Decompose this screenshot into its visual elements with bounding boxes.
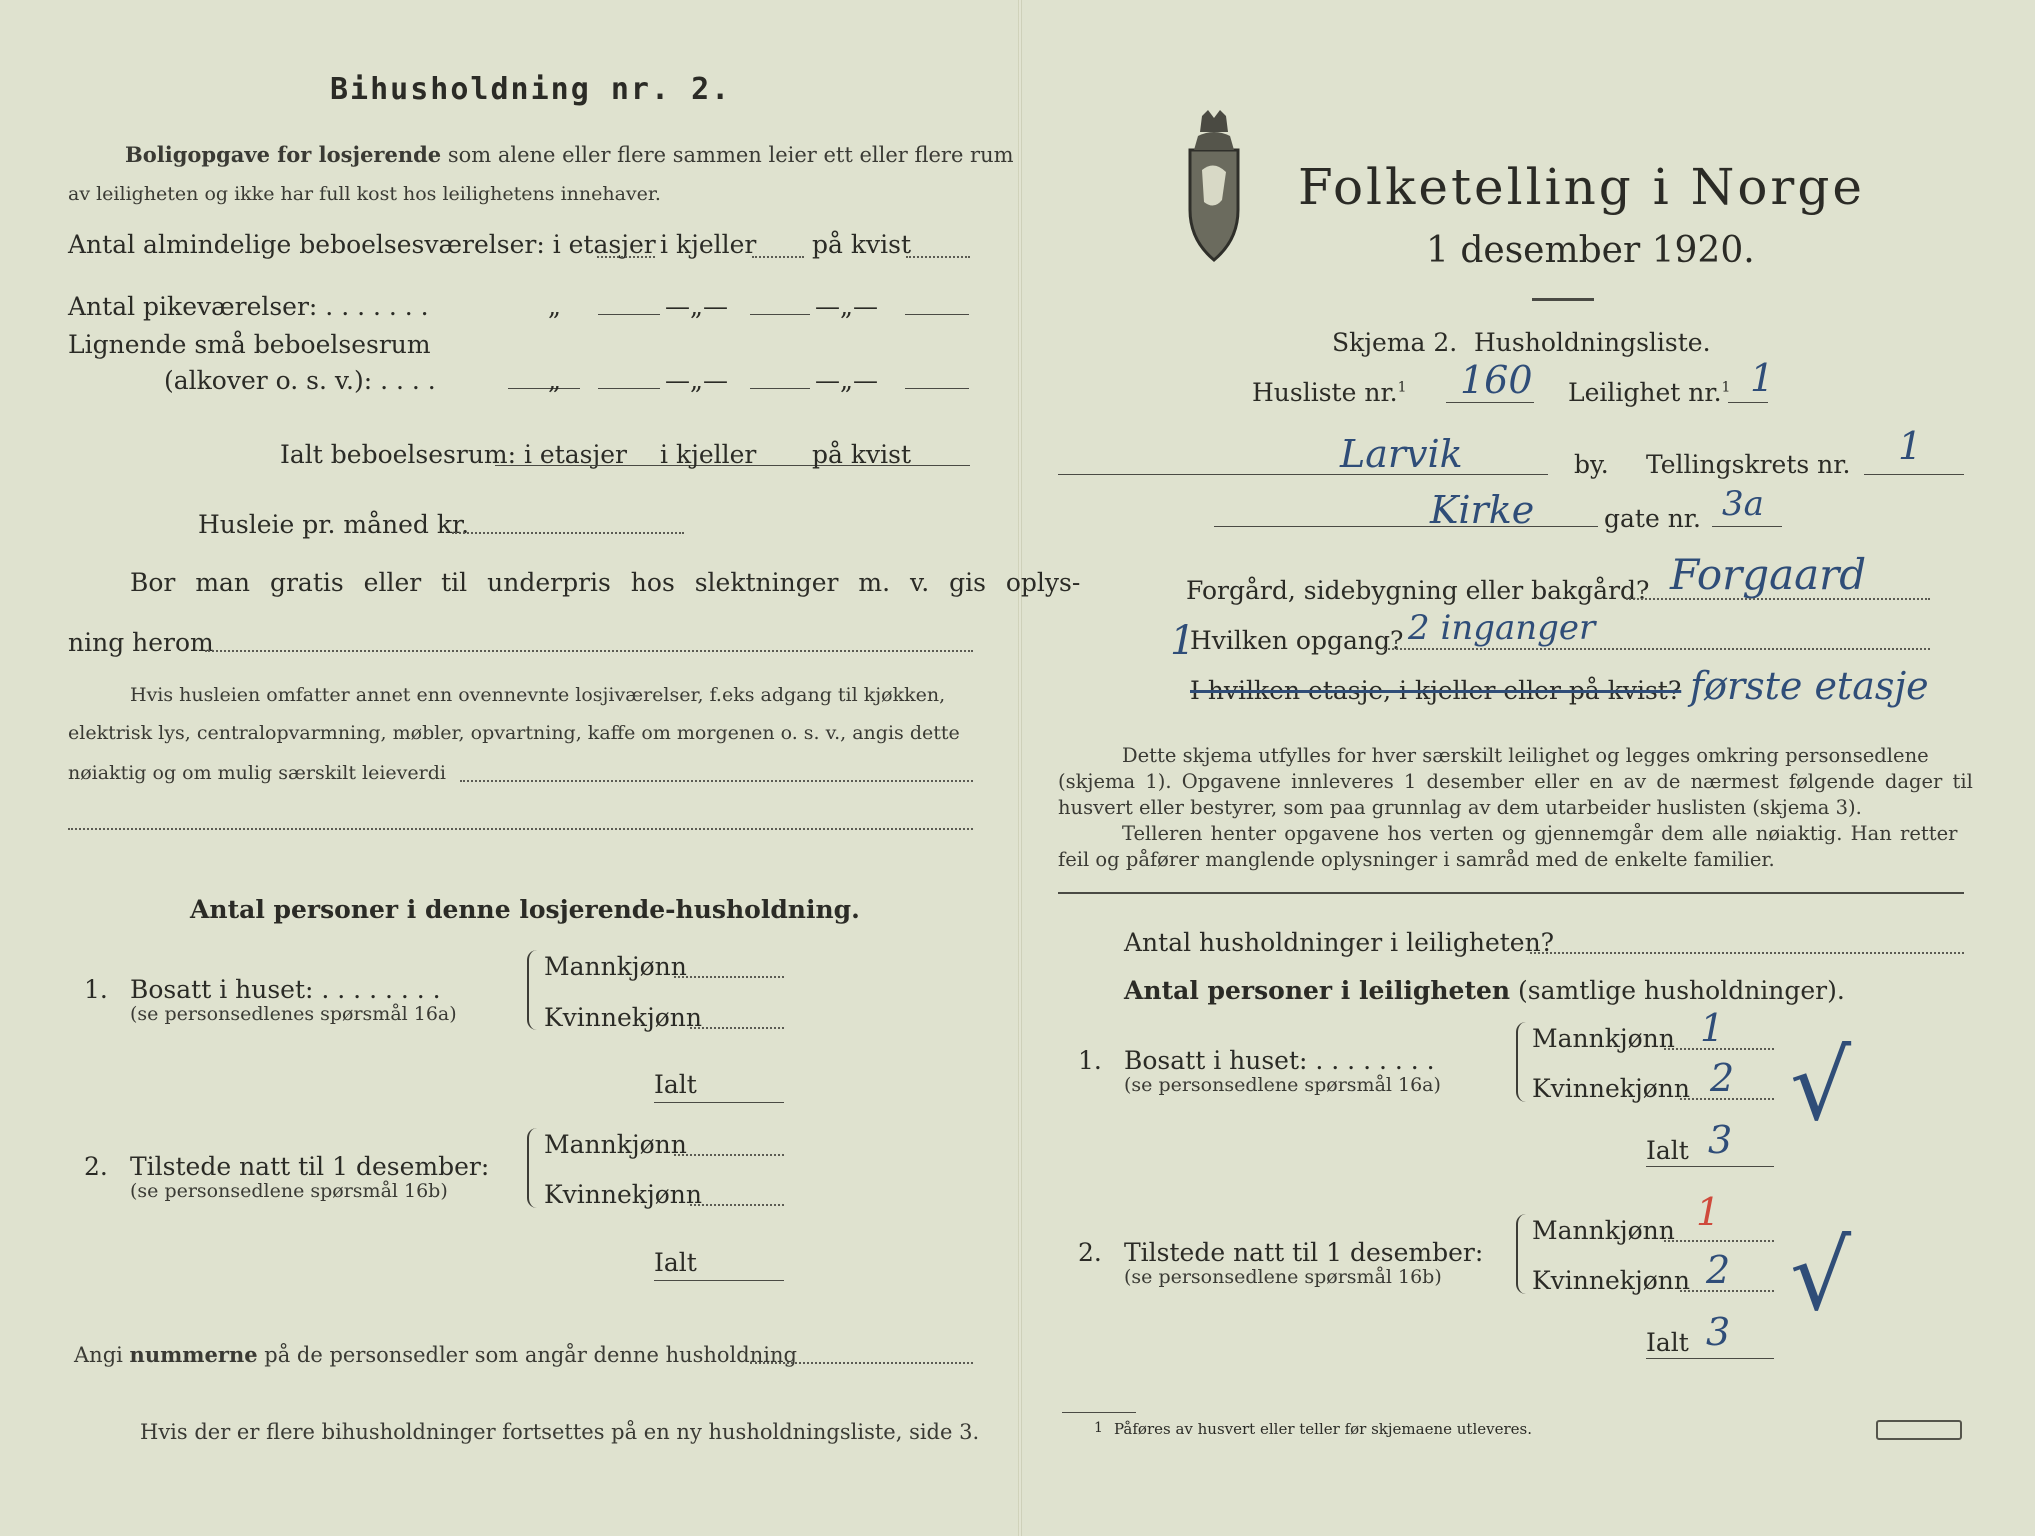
forgaard-field [1626, 598, 1930, 600]
info-line-1: Dette skjema utfylles for hver særskilt leilighet og legges omkring personsedlene [1122, 744, 1929, 767]
schema-number: Skjema 2. [1332, 328, 1458, 357]
etasje-value[interactable]: første etasje [1690, 664, 1929, 708]
left-footer: Hvis der er flere bihusholdninger fortsettes på en ny husholdningsliste, side 3. [140, 1420, 980, 1444]
footnote-text: Påføres av husvert eller teller før skjemaene utleveres. [1114, 1420, 1532, 1438]
right-q1-ialt-field [1646, 1166, 1774, 1167]
right-title: Folketelling i Norge [1298, 158, 1865, 216]
right-q1-label: Bosatt i huset: . . . . . . . . [1124, 1046, 1435, 1075]
rooms-kjeller-field[interactable] [752, 256, 804, 258]
right-q1-ialt-label: Ialt [1646, 1136, 1689, 1165]
opgang-value[interactable]: 2 inganger [1408, 608, 1596, 648]
leilighet-value[interactable]: 1 [1750, 356, 1775, 400]
town-underline [1058, 474, 1548, 475]
town-value[interactable]: Larvik [1340, 432, 1463, 476]
leilighet-label-text: Leilighet nr. [1568, 378, 1722, 407]
pike-label: Antal pikeværelser: . . . . . . . [68, 292, 429, 321]
rooms-kvist-label: på kvist [812, 230, 911, 259]
by-label: by. [1574, 450, 1609, 479]
info-line-3: husvert eller bestyrer, som paa grunnlag av dem utarbeider huslisten (skjema 3). [1058, 796, 1862, 819]
left-q2-kvinne-field[interactable] [690, 1204, 784, 1206]
etasje-label-struck: I hvilken etasje, i kjeller eller på kvist? [1190, 676, 1682, 705]
schema-title: Husholdningsliste. [1474, 328, 1711, 357]
margin-mark: 1 [1170, 618, 1196, 664]
right-q1-check-icon: √ [1790, 1030, 1852, 1142]
husliste-underline [1446, 402, 1534, 403]
left-q2-label: Tilstede natt til 1 desember: [130, 1152, 490, 1181]
rooms-kjeller-label: i kjeller [660, 230, 757, 259]
lignende-label-2: (alkover o. s. v.): . . . . [164, 366, 436, 395]
rooms-label: Antal almindelige beboelsesværelser: i etasjer [68, 230, 656, 259]
info-line-2: (skjema 1). Opgavene innleveres 1 desember eller en av de nærmest følgende dager til [1058, 770, 1973, 793]
left-q1-ialt-field[interactable] [654, 1102, 784, 1103]
rooms-kvist-field[interactable] [906, 256, 970, 258]
forgaard-value[interactable]: Forgaard [1670, 550, 1867, 599]
hh-label: Antal husholdninger i leiligheten? [1124, 928, 1555, 957]
lignende-ditto-2: —„— [665, 366, 728, 395]
left-intro-line-1 [125, 142, 1014, 167]
right-date: 1 desember 1920. [1426, 230, 1755, 271]
printer-stamp [1876, 1420, 1962, 1440]
gratis-line-2: ning herom [68, 628, 214, 657]
right-persons-bold: Antal personer i leiligheten [1124, 976, 1511, 1005]
left-title: Bihusholdning nr. 2. [330, 72, 732, 107]
pike-ditto-3: —„— [815, 292, 878, 321]
right-q1-ialt-value[interactable]: 3 [1708, 1118, 1733, 1162]
krets-underline [1864, 474, 1964, 475]
pike-kvist-field[interactable] [905, 314, 969, 315]
lignende-kjeller-field[interactable] [750, 388, 810, 389]
title-divider [1532, 298, 1594, 301]
right-q2-mann-value[interactable]: 1 [1696, 1190, 1721, 1234]
right-persons-rest: (samtlige husholdninger). [1518, 976, 1845, 1005]
right-q1-mann-field [1664, 1048, 1774, 1050]
left-q2-ialt-label: Ialt [654, 1248, 697, 1277]
left-q2-mann-label: Mannkjønn [544, 1130, 687, 1159]
left-q1-ialt-label: Ialt [654, 1070, 697, 1099]
pike-ditto: „ [548, 292, 561, 321]
right-q2-ialt-value[interactable]: 3 [1706, 1310, 1731, 1354]
numbers-bold: nummerne [129, 1342, 258, 1367]
info-line-5: feil og påfører manglende oplysninger i samråd med de enkelte familier. [1058, 848, 1775, 871]
lignende-etasjer-field[interactable] [598, 388, 660, 389]
husliste-label [1252, 378, 1407, 407]
gate-underline [1712, 526, 1782, 527]
footnote-rule [1062, 1412, 1136, 1413]
hh-field[interactable] [1530, 952, 1964, 954]
numbers-line [74, 1342, 797, 1367]
gratis-field[interactable] [205, 650, 973, 652]
left-q2-num: 2. [84, 1152, 108, 1181]
right-q1-mann-label: Mannkjønn [1532, 1024, 1675, 1053]
extra-line-3: nøiaktig og om mulig særskilt leieverdi [68, 762, 446, 784]
right-q1-num: 1. [1078, 1046, 1102, 1075]
right-q2-mann-field [1664, 1240, 1774, 1242]
right-q1-kvinne-value[interactable]: 2 [1710, 1056, 1735, 1100]
gratis-line-1: Bor man gratis eller til underpris hos slektninger m. v. gis oplys- [130, 568, 1081, 597]
numbers-post: på de personsedler som angår denne husholdning [264, 1343, 797, 1367]
page-fold [1018, 0, 1022, 1536]
leilighet-sup: 1 [1721, 379, 1731, 396]
gate-label: gate nr. [1604, 504, 1701, 533]
rent-label: Husleie pr. måned kr. [198, 510, 470, 539]
info-line-4: Telleren henter opgavene hos verten og gjennemgår dem alle nøiaktig. Han retter [1122, 822, 1958, 845]
numbers-field[interactable] [750, 1362, 973, 1364]
left-q2-kvinne-label: Kvinnekjønn [544, 1180, 702, 1209]
pike-ditto-2: —„— [665, 292, 728, 321]
right-q2-check-icon: √ [1790, 1220, 1852, 1332]
left-q2-mann-field[interactable] [674, 1154, 784, 1156]
right-q1-kvinne-label: Kvinnekjønn [1532, 1074, 1690, 1103]
left-q2-sub: (se personsedlene spørsmål 16b) [130, 1180, 448, 1202]
street-underline [1214, 526, 1598, 527]
left-q1-mann-field[interactable] [674, 976, 784, 978]
left-q1-kvinne-field[interactable] [690, 1027, 784, 1029]
section-divider [1058, 892, 1964, 894]
right-q1-kvinne-field [1680, 1098, 1774, 1100]
pike-kjeller-field[interactable] [750, 314, 810, 315]
extra-field[interactable] [460, 780, 973, 782]
rent-field[interactable] [452, 532, 684, 534]
footnote-num: 1 [1094, 1420, 1103, 1436]
left-q1-brace [527, 950, 539, 1030]
coat-of-arms-icon [1172, 110, 1256, 266]
husliste-label-text: Husliste nr. [1252, 378, 1398, 407]
extra-line-2: elektrisk lys, centralopvarmning, møbler, opvartning, kaffe om morgenen o. s. v., angis dette [68, 722, 960, 744]
right-q2-kvinne-label: Kvinnekjønn [1532, 1266, 1690, 1295]
left-q1-kvinne-label: Kvinnekjønn [544, 1003, 702, 1032]
right-persons-heading [1124, 976, 1845, 1005]
left-intro-bold: Boligopgave for losjerende [125, 142, 442, 167]
forgaard-label: Forgård, sidebygning eller bakgård? [1186, 576, 1650, 605]
left-intro-rest-1: som alene eller flere sammen leier ett eller flere rum [447, 143, 1014, 167]
right-q2-ialt-label: Ialt [1646, 1328, 1689, 1357]
numbers-pre: Angi [74, 1343, 123, 1367]
right-q1-sub: (se personsedlene spørsmål 16a) [1124, 1074, 1441, 1096]
street-value[interactable]: Kirke [1430, 488, 1535, 532]
left-q1-sub: (se personsedlenes spørsmål 16a) [130, 1003, 457, 1025]
leilighet-label [1568, 378, 1730, 407]
ialt-rooms-label: Ialt beboelsesrum: i etasjer [280, 440, 628, 469]
left-q2-ialt-field[interactable] [654, 1280, 784, 1281]
gate-value[interactable]: 3a [1722, 484, 1764, 524]
right-q1-mann-value[interactable]: 1 [1700, 1006, 1725, 1050]
right-q2-mann-label: Mannkjønn [1532, 1216, 1675, 1245]
husliste-value[interactable]: 160 [1460, 358, 1533, 402]
right-q2-kvinne-field [1680, 1290, 1774, 1292]
opgang-label: Hvilken opgang? [1190, 626, 1404, 655]
left-q2-brace [527, 1128, 539, 1208]
opgang-field [1384, 648, 1930, 650]
left-intro-line-2: av leiligheten og ikke har full kost hos leilighetens innehaver. [68, 183, 661, 205]
krets-label: Tellingskrets nr. [1646, 450, 1851, 479]
left-q1-mann-label: Mannkjønn [544, 952, 687, 981]
right-q1-brace [1516, 1022, 1528, 1102]
lignende-ditto: „ [548, 366, 561, 395]
lignende-label-1: Lignende små beboelsesrum [68, 330, 431, 359]
right-q2-kvinne-value[interactable]: 2 [1706, 1248, 1731, 1292]
lignende-kvist-field[interactable] [905, 388, 969, 389]
right-q2-label: Tilstede natt til 1 desember: [1124, 1238, 1484, 1267]
right-q2-brace [1516, 1214, 1528, 1294]
ialt-kvist-label: på kvist [812, 440, 911, 469]
extra-field-2[interactable] [68, 828, 973, 830]
husliste-sup: 1 [1397, 379, 1407, 396]
right-q2-ialt-field [1646, 1358, 1774, 1359]
right-q2-sub: (se personsedlene spørsmål 16b) [1124, 1266, 1442, 1288]
left-q1-label: Bosatt i huset: . . . . . . . . [130, 975, 441, 1004]
krets-value[interactable]: 1 [1898, 424, 1923, 468]
extra-line-1: Hvis husleien omfatter annet enn ovennevnte losjiværelser, f.eks adgang til kjøkken, [130, 684, 946, 706]
lignende-ditto-3: —„— [815, 366, 878, 395]
rooms-etasjer-field[interactable] [597, 256, 655, 258]
ialt-kjeller-label: i kjeller [660, 440, 757, 469]
lignende-pre-line [508, 388, 580, 389]
left-persons-heading: Antal personer i denne losjerende-husholdning. [190, 895, 860, 924]
pike-etasjer-field[interactable] [598, 314, 660, 315]
leilighet-underline [1728, 402, 1768, 403]
left-q1-num: 1. [84, 975, 108, 1004]
right-q2-num: 2. [1078, 1238, 1102, 1267]
